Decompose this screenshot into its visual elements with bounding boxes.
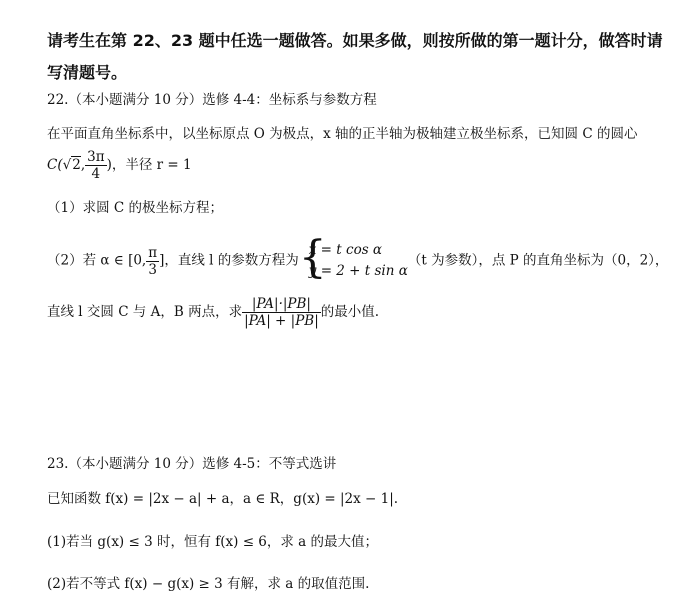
- instruction-line-2: 写清题号。: [47, 63, 128, 82]
- q22-part2-line: [47, 232, 669, 283]
- part2-mid: ]，直线 l 的参数方程为: [159, 252, 299, 269]
- center-suffix: )，半径 r = 1: [106, 157, 192, 173]
- pi-over-3-fraction: [146, 245, 159, 278]
- q22-part1: （1）求圆 C 的极坐标方程；: [47, 200, 224, 216]
- left-brace-icon: {: [298, 232, 327, 283]
- center-angle-num: 3π: [87, 149, 105, 165]
- center-sqrt-arg: 2: [72, 157, 81, 173]
- eq-y: y = 2 + t sin α: [308, 263, 408, 279]
- pa-pb-fraction: [242, 296, 321, 329]
- q23-part2: (2)若不等式 f(x) − g(x) ≥ 3 有解，求 a 的取值范围.: [47, 576, 370, 592]
- part2-suffix: （t 为参数），点 P 的直角坐标为（0，2），: [407, 252, 669, 269]
- center-prefix: C(: [47, 157, 63, 173]
- q23-title: 23.（本小题满分 10 分）选修 4-5：不等式选讲: [47, 456, 337, 472]
- q23-given: 已知函数 f(x) = |2x − a| + a，a ∈ R，g(x) = |2x − 1|.: [47, 491, 399, 507]
- q22-center-line: C(√2, $\frac{3\pi}{4}$ )，半径 r = 1: [47, 149, 192, 182]
- q22-part2-line3: [47, 296, 379, 329]
- center-angle-fraction: [85, 149, 106, 182]
- sqrt-symbol: √: [62, 157, 72, 173]
- q22-title: 22.（本小题满分 10 分）选修 4-4：坐标系与参数方程: [47, 92, 377, 108]
- parametric-system: [298, 232, 408, 283]
- eq-x: x = t cos α: [308, 242, 383, 258]
- q22-stem: 在平面直角坐标系中，以坐标原点 O 为极点，x 轴的正半轴为极轴建立极坐标系，已知圆 C 的圆心: [47, 126, 638, 142]
- pi-num: π: [148, 244, 158, 261]
- part2-prefix: （2）若 α ∈ [0,: [47, 252, 147, 269]
- frac-num: |PA|·|PB|: [242, 296, 321, 313]
- q23-part1: (1)若当 g(x) ≤ 3 时，恒有 f(x) ≤ 6，求 a 的最大值；: [47, 534, 379, 550]
- pi-den: 3: [148, 261, 157, 278]
- center-angle-den: 4: [91, 166, 101, 182]
- instruction-line-1: 请考生在第 22、23 题中任选一题做答。如果多做，则按所做的第一题计分，做答时请: [47, 31, 663, 50]
- frac-den: |PA| + |PB|: [244, 313, 319, 329]
- line3-suffix: 的最小值.: [320, 304, 380, 320]
- line3-prefix: 直线 l 交圆 C 与 A，B 两点，求: [47, 304, 243, 320]
